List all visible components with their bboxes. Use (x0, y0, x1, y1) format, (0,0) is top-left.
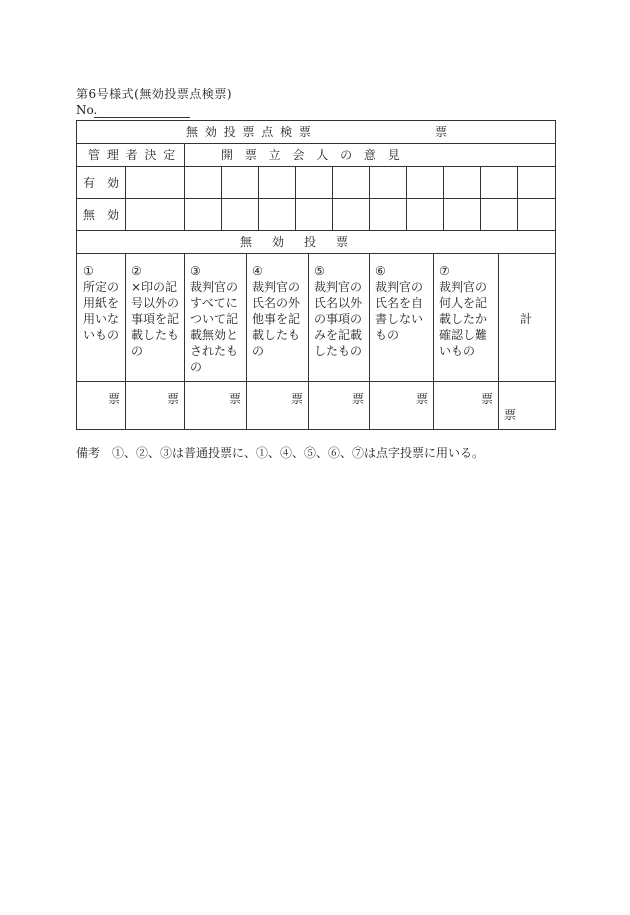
table-border-right (555, 120, 556, 430)
vote-unit: 票 (291, 392, 304, 406)
header-vote-unit: 票 (435, 125, 448, 139)
table-rule (76, 143, 556, 144)
table-rule (295, 166, 296, 230)
table-rule (76, 198, 556, 199)
category-6-line: もの (375, 328, 400, 342)
vote-unit: 票 (167, 392, 180, 406)
category-5-line: みを記載 (314, 328, 363, 342)
category-2-line: ×印の記 (131, 280, 178, 294)
category-2-line: 号以外の (131, 296, 180, 310)
category-1-line: いもの (83, 328, 120, 342)
table-rule (308, 253, 309, 429)
category-7-line: 確認し難 (439, 328, 488, 342)
table-rule (433, 253, 434, 429)
category-6-mark: ⑥ (375, 264, 386, 278)
table-rule (184, 166, 185, 230)
category-6 (375, 263, 429, 343)
category-7-line: 何人を記 (439, 296, 488, 310)
total-label: 計 (520, 312, 533, 326)
table-rule (221, 166, 222, 230)
category-1-mark: ① (83, 264, 94, 278)
category-7 (439, 263, 493, 359)
category-7-line: 裁判官の (439, 280, 488, 294)
category-3-line: 載無効と (190, 328, 239, 342)
invalid-row-label: 無 効 (83, 208, 120, 222)
table-border-bottom (76, 429, 556, 430)
remarks-note: 備考 ①、②、③は普通投票に、①、④、⑤、⑥、⑦は点字投票に用いる。 (76, 446, 485, 460)
table-rule (76, 230, 556, 231)
table-rule (480, 166, 481, 230)
category-2-line: の (131, 344, 144, 358)
vote-unit: 票 (229, 392, 242, 406)
category-2 (131, 263, 185, 359)
category-4-mark: ④ (252, 264, 263, 278)
category-4-line: の (252, 344, 265, 358)
category-3-line: ついて記 (190, 312, 239, 326)
witness-opinion-label: 開 票 立 会 人 の 意 見 (221, 148, 404, 162)
table-border-top (76, 120, 556, 121)
invalid-vote-inspection-table (76, 120, 556, 430)
table-rule (125, 166, 126, 230)
category-3-line: されたも (190, 344, 239, 358)
category-5-line: 氏名以外 (314, 296, 363, 310)
form-number-label: No. (76, 103, 98, 117)
table-rule (498, 253, 499, 429)
category-1 (83, 263, 137, 343)
table-rule (517, 166, 518, 230)
valid-row-label: 有 効 (83, 176, 120, 190)
category-2-mark: ② (131, 264, 142, 278)
table-rule (443, 166, 444, 230)
table-rule (76, 166, 556, 167)
category-3-line: の (190, 360, 203, 374)
table-rule (246, 253, 247, 429)
category-5 (314, 263, 368, 359)
category-4 (252, 263, 306, 359)
total-vote-unit: 票 (504, 408, 517, 422)
category-3-line: すべてに (190, 296, 238, 310)
manager-decision-label: 管 理 者 決 定 (88, 148, 177, 162)
invalid-votes-heading: 無 効 投 票 (240, 235, 353, 249)
category-5-line: したもの (314, 344, 363, 358)
category-5-line: 裁判官の (314, 280, 363, 294)
category-4-line: 裁判官の (252, 280, 301, 294)
category-2-line: 事項を記 (131, 312, 180, 326)
table-border-left (76, 120, 77, 430)
category-5-line: の事項の (314, 312, 363, 326)
category-3 (190, 263, 244, 375)
vote-unit: 票 (416, 392, 429, 406)
form-title: 第6号様式(無効投票点検票) (76, 87, 232, 101)
category-6-line: 氏名を自 (375, 296, 424, 310)
category-6-line: 書しない (375, 312, 424, 326)
form-number-blank[interactable] (94, 117, 190, 118)
table-rule (258, 166, 259, 230)
category-3-line: 裁判官の (190, 280, 239, 294)
category-4-line: 他事を記 (252, 312, 301, 326)
category-2-line: 載したも (131, 328, 180, 342)
table-rule (76, 381, 556, 382)
table-rule (76, 253, 556, 254)
table-rule (369, 253, 370, 429)
vote-unit: 票 (352, 392, 365, 406)
vote-unit: 票 (108, 392, 121, 406)
table-rule (332, 166, 333, 230)
category-6-line: 裁判官の (375, 280, 424, 294)
category-3-mark: ③ (190, 264, 201, 278)
category-1-line: 用紙を (83, 296, 120, 310)
category-7-line: いもの (439, 344, 476, 358)
category-7-line: 載したか (439, 312, 488, 326)
table-rule (369, 166, 370, 230)
category-7-mark: ⑦ (439, 264, 450, 278)
vote-unit: 票 (481, 392, 494, 406)
category-1-line: 所定の (83, 280, 120, 294)
category-5-mark: ⑤ (314, 264, 325, 278)
category-4-line: 氏名の外 (252, 296, 301, 310)
category-1-line: 用いな (83, 312, 120, 326)
table-rule (184, 143, 185, 166)
category-4-line: 載したも (252, 328, 301, 342)
header-title: 無 効 投 票 点 検 票 (186, 125, 313, 139)
table-rule (406, 166, 407, 230)
